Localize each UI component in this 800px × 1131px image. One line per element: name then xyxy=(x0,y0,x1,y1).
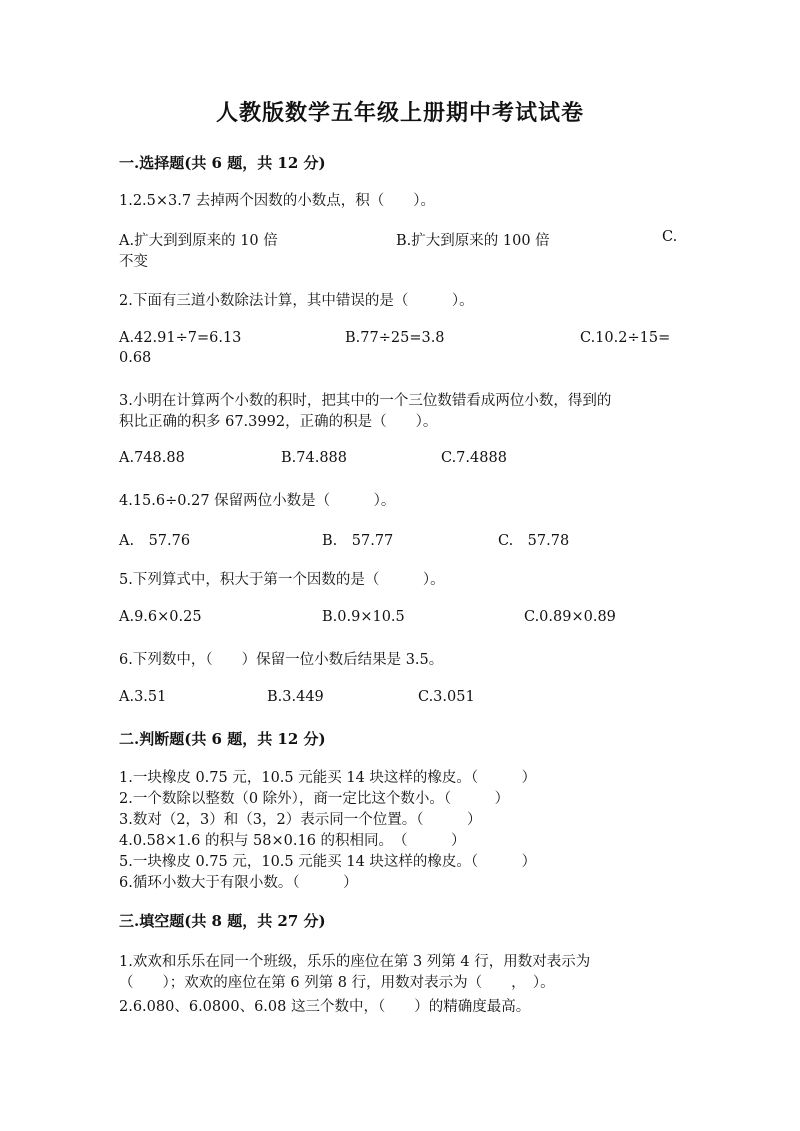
option-c-wrap: 0.68 xyxy=(119,350,152,366)
option-c: C. xyxy=(662,229,678,245)
option-c: C. 57.78 xyxy=(498,533,570,549)
option-c: C.7.4888 xyxy=(441,450,507,466)
option-c-wrap: 不变 xyxy=(119,254,148,270)
question-stem: 3.小明在计算两个小数的积时，把其中的一个三位数错看成两位小数，得到的 xyxy=(119,393,612,409)
question-stem: 4.15.6÷0.27 保留两位小数是（ ）。 xyxy=(119,493,396,509)
option-b: B.0.9×10.5 xyxy=(322,609,405,625)
judgment-item: 1.一块橡皮 0.75 元，10.5 元能买 14 块这样的橡皮。（ ） xyxy=(119,770,537,786)
option-b: B.74.888 xyxy=(281,450,348,466)
option-a: A.扩大到到原来的 10 倍 xyxy=(119,233,278,249)
option-b: B.扩大到原来的 100 倍 xyxy=(396,233,550,249)
fill-blank-item-continued: （ ）；欢欢的座位在第 6 列第 8 行，用数对表示为（ ， ）。 xyxy=(119,975,555,991)
page-title: 人教版数学五年级上册期中考试试卷 xyxy=(215,100,584,126)
option-a: A.9.6×0.25 xyxy=(119,609,202,625)
option-b: B. 57.77 xyxy=(322,533,394,549)
question-stem: 2.下面有三道小数除法计算，其中错误的是（ ）。 xyxy=(119,293,474,309)
option-c: C.10.2÷15= xyxy=(580,330,671,346)
option-a: A.42.91÷7=6.13 xyxy=(119,330,242,346)
question-stem: 6.下列数中，（ ）保留一位小数后结果是 3.5。 xyxy=(119,652,444,668)
option-c: C.0.89×0.89 xyxy=(524,609,616,625)
option-a: A. 57.76 xyxy=(119,533,191,549)
option-b: B.77÷25=3.8 xyxy=(345,330,445,346)
question-stem-continued: 积比正确的积多 67.3992，正确的积是（ ）。 xyxy=(119,414,438,430)
question-stem: 1.2.5×3.7 去掉两个因数的小数点，积（ ）。 xyxy=(119,193,435,209)
option-b: B.3.449 xyxy=(267,689,324,705)
option-a: A.3.51 xyxy=(119,689,167,705)
section-heading-choice: 一.选择题(共 6 题，共 12 分) xyxy=(119,154,326,172)
section-heading-true-false: 二.判断题(共 6 题，共 12 分) xyxy=(119,730,326,748)
judgment-item: 6.循环小数大于有限小数。（ ） xyxy=(119,875,358,891)
fill-blank-item: 1.欢欢和乐乐在同一个班级，乐乐的座位在第 3 列第 4 行，用数对表示为 xyxy=(119,954,591,970)
section-heading-fill-blank: 三.填空题(共 8 题，共 27 分) xyxy=(119,912,326,930)
judgment-item: 4.0.58×1.6 的积与 58×0.16 的积相同。 （ ） xyxy=(119,833,466,849)
option-a: A.748.88 xyxy=(119,450,185,466)
judgment-item: 3.数对（2，3）和（3，2）表示同一个位置。（ ） xyxy=(119,812,482,828)
fill-blank-item: 2.6.080、6.0800、6.08 这三个数中，（ ）的精确度最高。 xyxy=(119,999,531,1015)
judgment-item: 2.一个数除以整数（0 除外），商一定比这个数小。（ ） xyxy=(119,791,510,807)
option-c: C.3.051 xyxy=(418,689,475,705)
judgment-item: 5.一块橡皮 0.75 元，10.5 元能买 14 块这样的橡皮。（ ） xyxy=(119,854,537,870)
question-stem: 5.下列算式中，积大于第一个因数的是（ ）。 xyxy=(119,572,445,588)
